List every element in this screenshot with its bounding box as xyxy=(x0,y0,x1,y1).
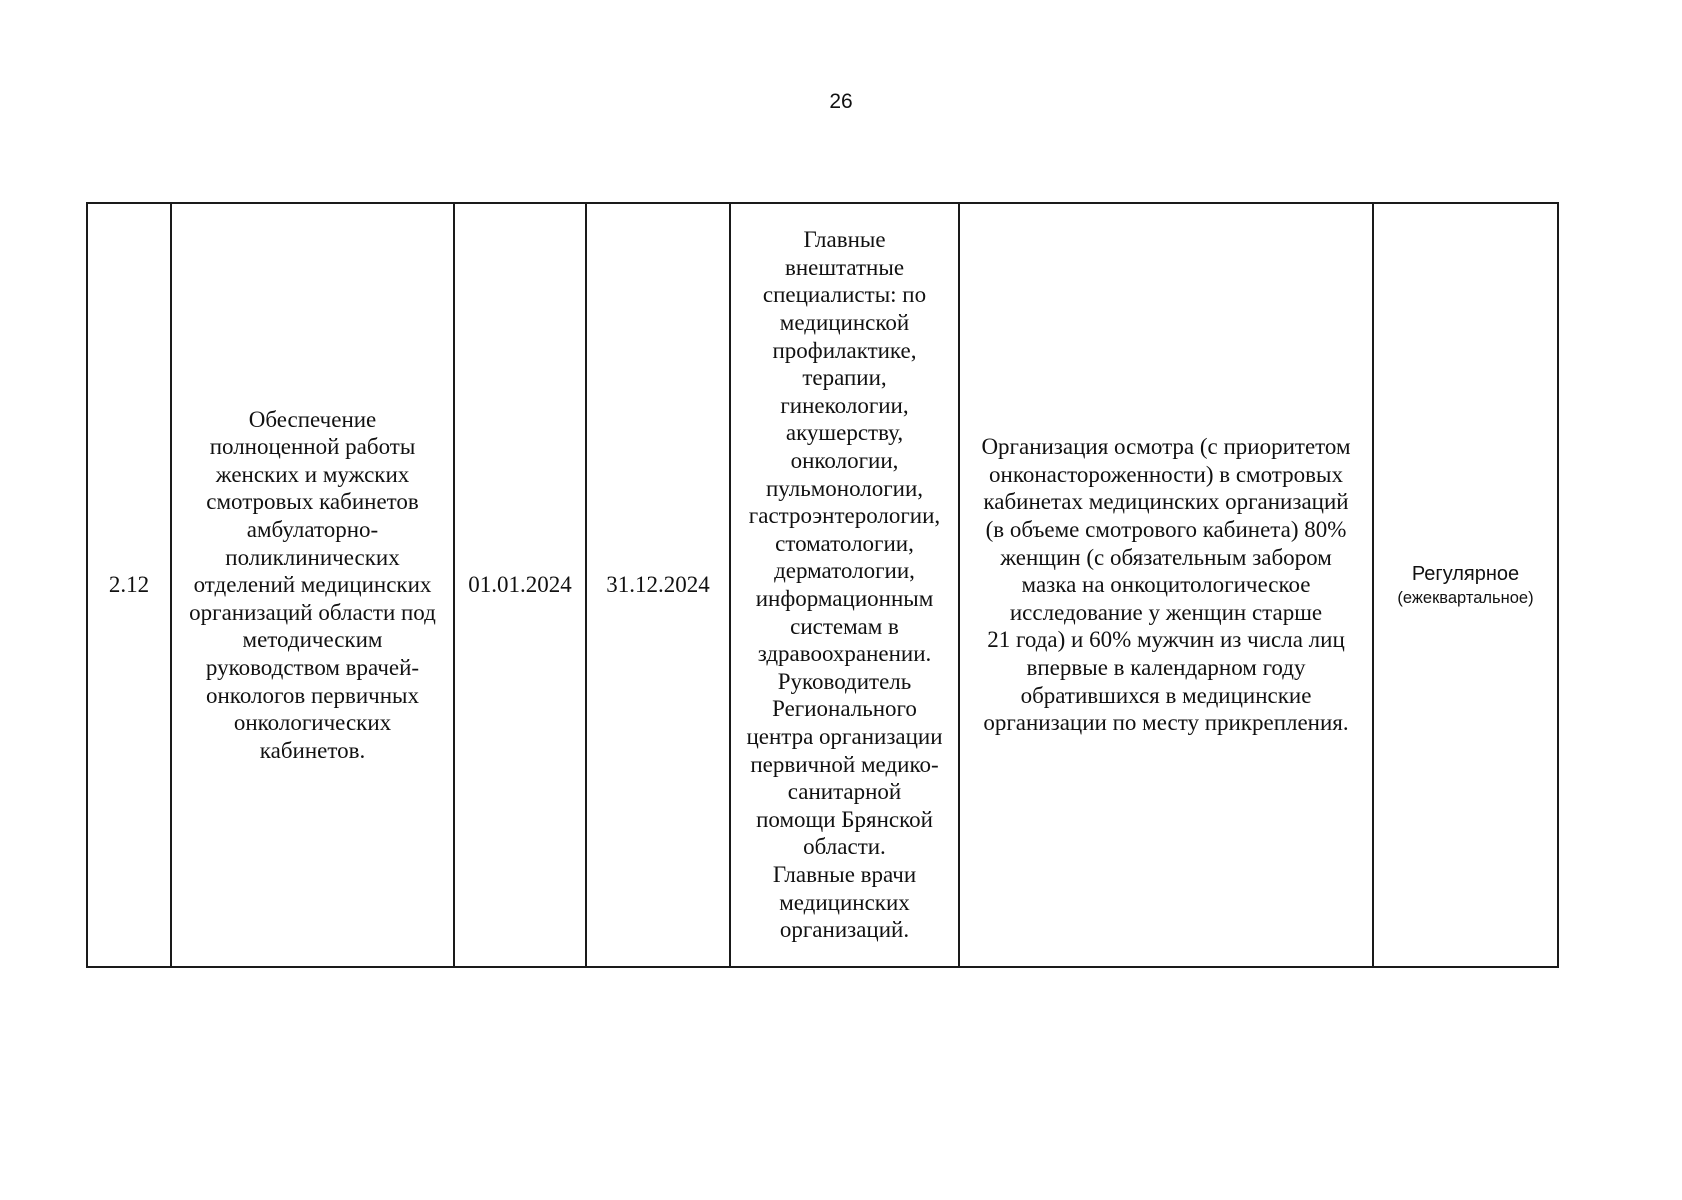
end-date-cell xyxy=(586,203,730,967)
responsible-persons: Главные внештатные специалисты: по медицинской профилактике, терапии, гинекологии, акушерству, онкологии, пульмонологии, гастроэнтерологии, стоматологии, дерматологии, информационным системам в здравоохранении. Руководитель Регионального центра организации первичной медико- санитарной помощи Брянской области. Главные врачи медицинских организаций. xyxy=(746,227,943,943)
row-number-cell xyxy=(87,203,171,967)
task-cell xyxy=(171,203,454,967)
result-cell xyxy=(959,203,1373,967)
periodicity: Регулярное xyxy=(1411,563,1520,585)
responsible-cell xyxy=(730,203,959,967)
start-date-cell xyxy=(454,203,586,967)
periodicity-cell xyxy=(1373,203,1558,967)
task-description: Обеспечение полноценной работы женских и мужских смотровых кабинетов амбулаторно- поликлинических отделений медицинских организаций области под методическим руководством врачей- онкологов первичных онкологических кабинетов. xyxy=(189,406,436,763)
table-row xyxy=(87,203,1558,967)
expected-result: Организация осмотра (с приоритетом онконастороженности) в смотровых кабинетах медицинских организаций (в объеме смотрового кабинета) 80% женщин (с обязательным забором мазка на онкоцитологическое исследование у женщин старше 21 года) и 60% мужчин из числа лиц впервые в календарном году обратившихся в медицинские организации по месту прикрепления. xyxy=(981,434,1351,736)
measures-table xyxy=(86,202,1559,968)
periodicity-note: (ежеквартальное) xyxy=(1397,589,1534,607)
end-date: 31.12.2024 xyxy=(606,572,710,598)
page-number: 26 xyxy=(829,90,853,113)
row-number: 2.12 xyxy=(108,572,150,598)
start-date: 01.01.2024 xyxy=(468,572,572,598)
